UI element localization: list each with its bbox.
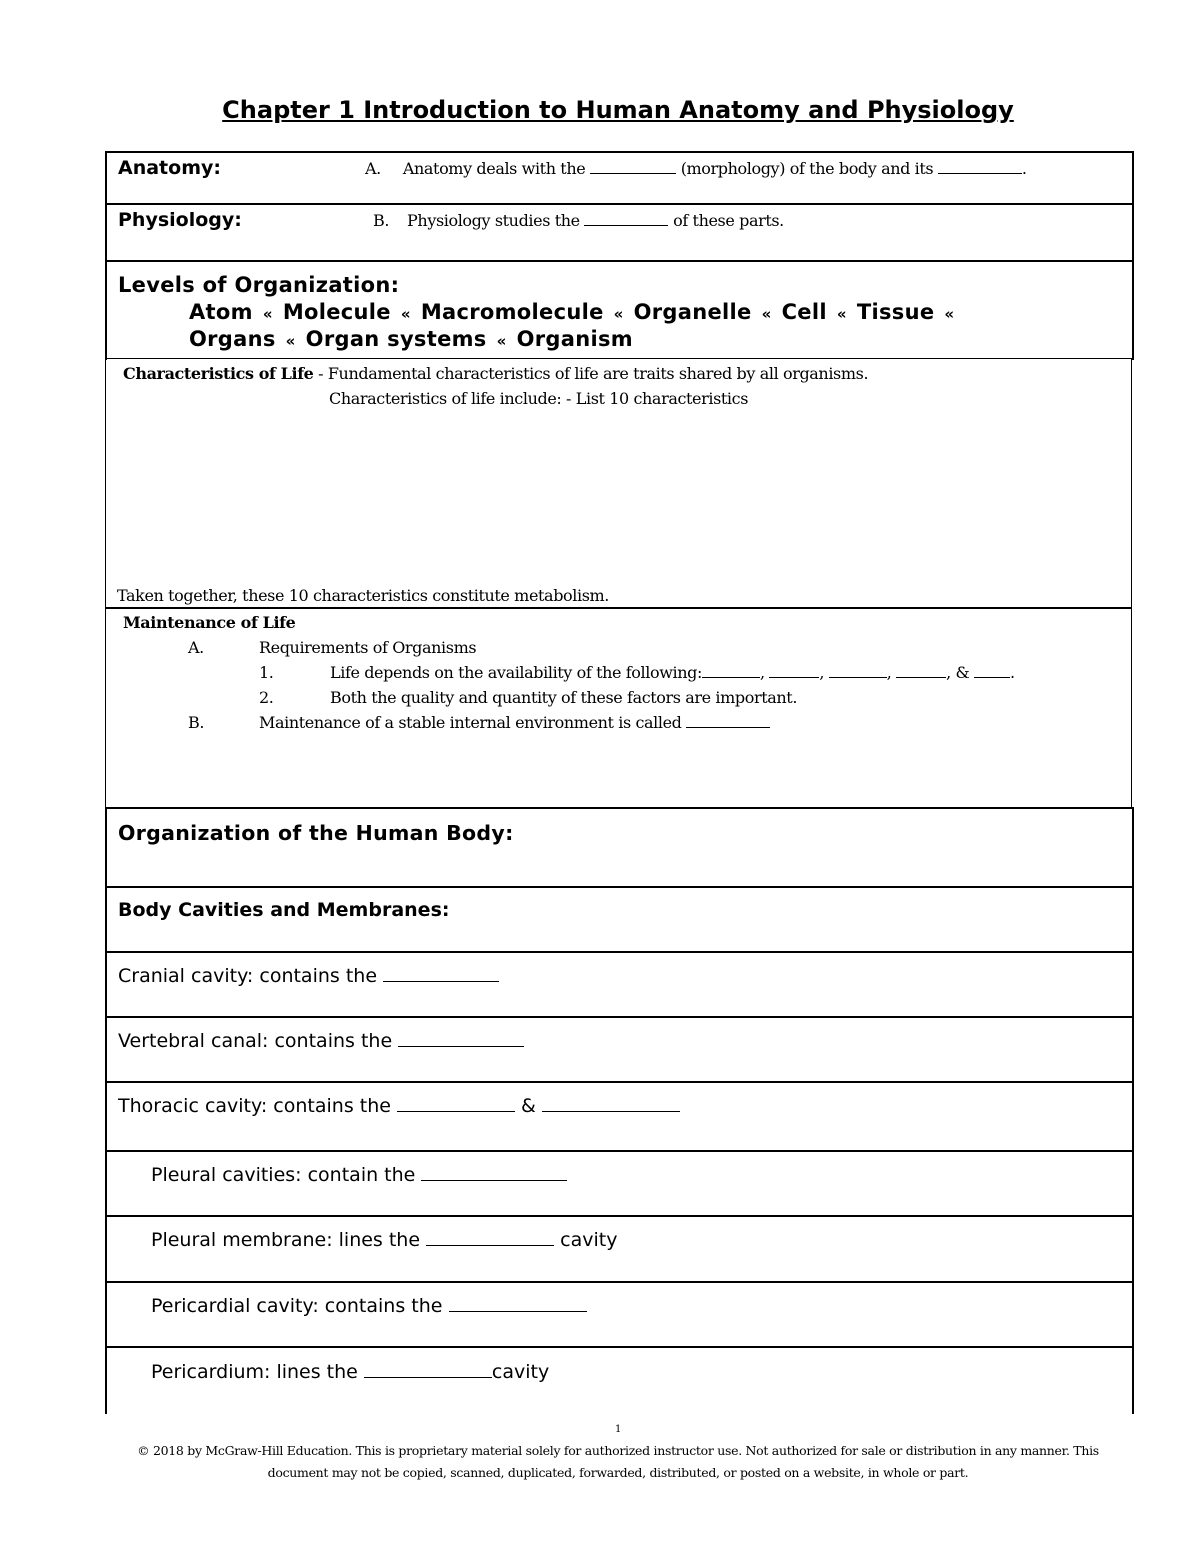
thoracic-label: Thoracic cavity: contains the xyxy=(118,1095,391,1117)
thoracic-row xyxy=(105,1081,1134,1152)
cranial-cavity xyxy=(118,965,499,987)
physiology-statement xyxy=(373,211,784,230)
maintenance-b xyxy=(259,713,770,732)
organization-section xyxy=(105,807,1134,888)
physiology-marker: B. xyxy=(373,211,390,230)
anatomy-row xyxy=(105,151,1134,205)
level-organism: Organism xyxy=(516,327,633,351)
maintenance-section xyxy=(105,607,1132,809)
maintenance-b-marker: B. xyxy=(188,713,205,732)
maintenance-a-text: Requirements of Organisms xyxy=(259,638,477,657)
cavity-word: cavity xyxy=(491,1361,550,1383)
pleural-membrane-row xyxy=(105,1215,1134,1283)
arrow-icon: « xyxy=(836,305,847,323)
maintenance-item-1-marker: 1. xyxy=(259,663,274,682)
level-molecule: Molecule xyxy=(282,300,391,324)
vertebral-canal xyxy=(118,1030,524,1052)
maintenance-item-2-text: Both the quality and quantity of these factors are important. xyxy=(330,688,798,707)
requirement-blank-3[interactable] xyxy=(829,676,887,678)
pericardium xyxy=(151,1361,549,1383)
pleural-membrane-label: Pleural membrane: lines the xyxy=(151,1229,421,1251)
maintenance-item-1-text: Life depends on the availability of the following: xyxy=(330,663,702,682)
page-number: 1 xyxy=(614,1424,622,1435)
level-organs: Organs xyxy=(189,327,276,351)
maintenance-heading: Maintenance of Life xyxy=(123,613,296,632)
physiology-label: Physiology: xyxy=(118,209,242,231)
anatomy-marker: A. xyxy=(365,159,381,178)
characteristics-desc: - Fundamental characteristics of life are traits shared by all organisms. xyxy=(313,364,869,383)
arrow-icon: « xyxy=(496,332,507,350)
pericardium-label: Pericardium: lines the xyxy=(151,1361,358,1383)
thoracic-blank-2[interactable] xyxy=(542,1110,680,1112)
comma: , xyxy=(946,663,951,682)
physiology-blank[interactable] xyxy=(584,224,668,226)
maintenance-item-1 xyxy=(330,663,1015,682)
vertebral-label: Vertebral canal: contains the xyxy=(118,1030,393,1052)
requirement-blank-4[interactable] xyxy=(896,676,946,678)
cranial-blank[interactable] xyxy=(383,980,499,982)
arrow-icon: « xyxy=(285,332,296,350)
pleural-membrane xyxy=(151,1229,617,1251)
level-atom: Atom xyxy=(189,300,253,324)
anatomy-blank-1[interactable] xyxy=(590,172,676,174)
cranial-label: Cranial cavity: contains the xyxy=(118,965,378,987)
pericardial-cavity-label: Pericardial cavity: contains the xyxy=(151,1295,443,1317)
anatomy-end: . xyxy=(1021,159,1027,178)
maintenance-a-marker: A. xyxy=(188,638,204,657)
levels-section xyxy=(105,260,1134,360)
maintenance-b-text: Maintenance of a stable internal environment is called xyxy=(259,713,682,732)
requirement-blank-1[interactable] xyxy=(702,676,760,678)
footer-line-2: document may not be copied, scanned, duplicated, forwarded, distributed, or posted on a website, in whole or part. xyxy=(267,1465,969,1480)
level-organ-systems: Organ systems xyxy=(305,327,487,351)
arrow-icon: « xyxy=(613,305,624,323)
requirement-blank-5[interactable] xyxy=(974,676,1010,678)
arrow-icon: « xyxy=(262,305,273,323)
pericardial-cavity-blank[interactable] xyxy=(449,1310,587,1312)
arrow-icon: « xyxy=(400,305,411,323)
pleural-membrane-blank[interactable] xyxy=(426,1244,554,1246)
level-organelle: Organelle xyxy=(633,300,752,324)
homeostasis-blank[interactable] xyxy=(686,726,770,728)
characteristics-line-1 xyxy=(123,364,868,383)
levels-heading: Levels of Organization: xyxy=(118,273,400,297)
pericardium-blank[interactable] xyxy=(364,1376,492,1378)
characteristics-footer: Taken together, these 10 characteristics constitute metabolism. xyxy=(117,586,609,605)
anatomy-text-a: Anatomy deals with the xyxy=(402,159,586,178)
ampersand: & xyxy=(521,1095,536,1117)
anatomy-statement xyxy=(365,159,1027,178)
vertebral-blank[interactable] xyxy=(398,1045,524,1047)
pericardial-cavity xyxy=(151,1295,587,1317)
page-title: Chapter 1 Introduction to Human Anatomy and Physiology xyxy=(222,96,1014,124)
pleural-cavities-blank[interactable] xyxy=(421,1179,567,1181)
requirement-blank-2[interactable] xyxy=(769,676,819,678)
footer-line-1: © 2018 by McGraw-Hill Education. This is proprietary material solely for authorized instructor use. Not authorized for sale or distribution in any manner. This xyxy=(137,1443,1099,1458)
level-cell: Cell xyxy=(781,300,827,324)
anatomy-text-b: (morphology) of the body and its xyxy=(680,159,934,178)
anatomy-blank-2[interactable] xyxy=(938,172,1022,174)
cranial-row xyxy=(105,951,1134,1018)
cavities-heading: Body Cavities and Membranes: xyxy=(118,899,450,921)
characteristics-section xyxy=(105,358,1132,608)
organization-heading: Organization of the Human Body: xyxy=(118,821,514,845)
vertebral-row xyxy=(105,1016,1134,1083)
comma: , xyxy=(886,663,892,682)
cavities-heading-row xyxy=(105,886,1134,953)
characteristics-line-2: Characteristics of life include: - List 10 characteristics xyxy=(329,389,749,408)
maintenance-item-2-marker: 2. xyxy=(259,688,274,707)
pleural-cavities xyxy=(151,1164,567,1186)
levels-line-1 xyxy=(189,300,964,324)
thoracic-cavity xyxy=(118,1095,680,1117)
level-tissue: Tissue xyxy=(856,300,935,324)
physiology-row xyxy=(105,203,1134,262)
arrow-icon: « xyxy=(761,305,772,323)
physiology-text-a: Physiology studies the xyxy=(407,211,580,230)
cavity-word: cavity xyxy=(560,1229,618,1251)
period: . xyxy=(1009,663,1015,682)
pericardial-cavity-row xyxy=(105,1281,1134,1348)
pleural-cavities-label: Pleural cavities: contain the xyxy=(151,1164,416,1186)
physiology-text-b: of these parts. xyxy=(673,211,784,230)
ampersand: & xyxy=(955,663,970,682)
anatomy-label: Anatomy: xyxy=(118,157,221,179)
thoracic-blank-1[interactable] xyxy=(397,1110,515,1112)
arrow-icon: « xyxy=(944,305,955,323)
comma: , xyxy=(759,663,765,682)
characteristics-heading: Characteristics of Life xyxy=(123,364,314,383)
pleural-cavities-row xyxy=(105,1150,1134,1217)
levels-line-2 xyxy=(189,327,633,351)
pericardium-row xyxy=(105,1346,1134,1414)
level-macromolecule: Macromolecule xyxy=(420,300,604,324)
comma: , xyxy=(819,663,825,682)
